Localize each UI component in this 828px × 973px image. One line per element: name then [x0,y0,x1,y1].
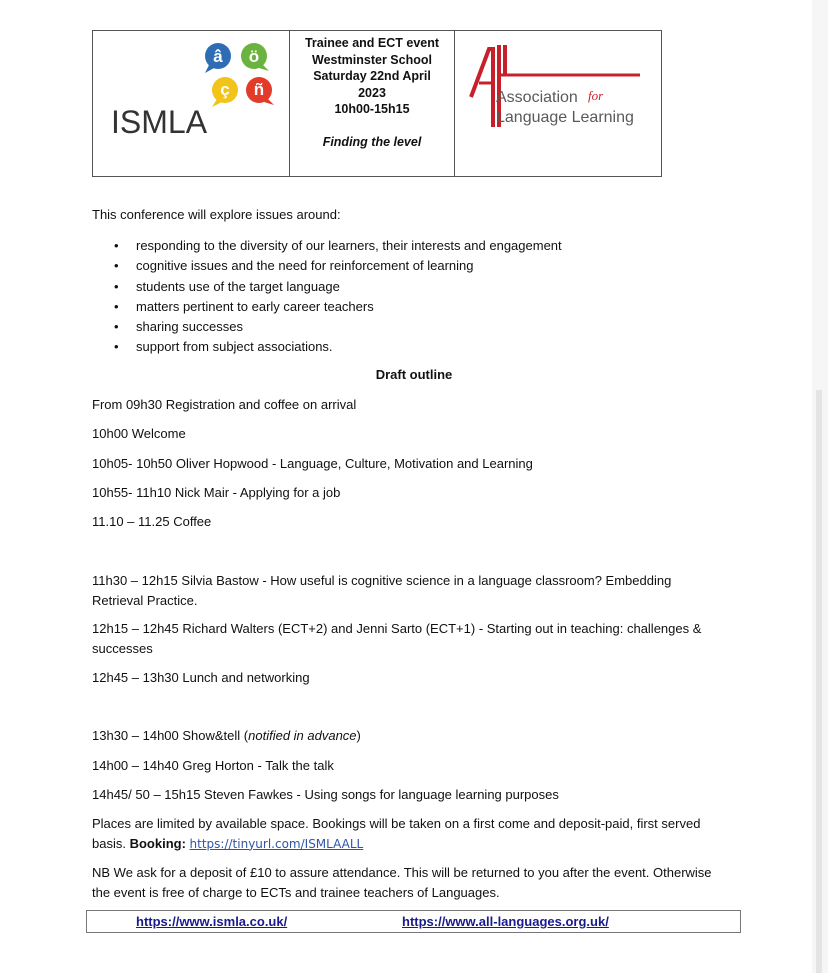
places-paragraph [92,814,732,854]
list-item [114,277,562,297]
outline-heading: Draft outline [375,367,453,382]
event-time: 10h00-15h15 [334,102,410,116]
schedule-item: 10h05- 10h50 Oliver Hopwood - Language, Culture, Motivation and Learning [92,456,533,471]
showtell-note: notified in advance [248,728,357,743]
schedule-item-showtell [92,726,732,746]
event-title: Trainee and ECT event [304,36,440,50]
booking-label: Booking: [129,835,186,851]
schedule-item: 10h55- 11h10 Nick Mair - Applying for a job [92,485,341,500]
header-table [92,30,662,177]
showtell-suffix: ) [356,728,361,743]
list-item-text: matters pertinent to early career teachers [136,298,374,314]
schedule-item: 14h45/ 50 – 15h15 Steven Fawkes - Using songs for language learning purposes [92,787,559,802]
ismla-letter-a: â [213,47,223,66]
booking-link[interactable]: https://tinyurl.com/ISMLAALL [189,836,364,851]
all-logo-association: Association [496,89,578,106]
places-text: Places are limited by available space. Bookings will be taken on a first come and deposit-paid, first served basis. [92,816,701,851]
schedule-item: 14h00 – 14h40 Greg Horton - Talk the talk [92,758,334,773]
ismla-letter-o: ö [248,47,260,66]
schedule-item: 10h00 Welcome [92,426,186,441]
all-logo-language-learning: Language Learning [496,109,634,126]
list-item-text: support from subject associations. [136,339,333,355]
ismla-logo [93,31,290,176]
all-logo-for: for [588,88,604,103]
ismla-letter-n: ñ [253,80,265,99]
event-year: 2023 [358,85,386,100]
bullet-icon: • [114,339,119,355]
list-item [114,256,562,276]
event-info-cell [290,31,455,176]
list-item-text: sharing successes [136,319,243,335]
schedule-item: 12h45 – 13h30 Lunch and networking [92,670,310,685]
scrollbar-thumb[interactable] [816,390,822,973]
schedule-item: 11.10 – 11.25 Coffee [92,514,212,529]
intro-text: This conference will explore issues around: [92,207,341,222]
all-logo-cell [455,31,661,176]
event-date: Saturday 22nd April [313,69,431,83]
bullet-icon: • [114,238,119,253]
list-item [114,337,562,357]
topics-list [114,236,562,358]
bullet-icon: • [114,298,119,314]
bullet-icon: • [114,278,119,294]
schedule-item: 12h15 – 12h45 Richard Walters (ECT+2) and Jenni Sarto (ECT+1) - Starting out in teaching: challenges & successes [92,621,702,656]
schedule-item: From 09h30 Registration and coffee on arrival [92,397,357,412]
event-venue: Westminster School [312,52,432,67]
nb-paragraph: NB We ask for a deposit of £10 to assure attendance. This will be returned to you after the event. Otherwise the event is free of charge to ECTs and trainee teachers of Languages. [92,865,712,900]
list-item [114,236,562,256]
showtell-prefix: 13h30 – 14h00 Show&tell ( [92,728,249,743]
list-item-text: students use of the target language [136,278,340,294]
list-item-text: responding to the diversity of our learners, their interests and engagement [136,238,562,253]
all-logo [455,31,660,176]
bullet-icon: • [114,258,119,274]
bullet-icon: • [114,319,119,335]
event-theme: Finding the level [322,134,422,149]
list-item [114,317,562,337]
list-item-text: cognitive issues and the need for reinforcement of learning [136,258,474,274]
ismla-website-link[interactable]: https://www.ismla.co.uk/ [136,914,288,929]
schedule-item: 11h30 – 12h15 Silvia Bastow - How useful is cognitive science in a language classroom? Embedding Retrieval Practice. [92,573,672,608]
ismla-logo-cell [93,31,290,176]
list-item [114,297,562,317]
ismla-wordmark: ISMLA [111,104,208,140]
all-website-link[interactable]: https://www.all-languages.org.uk/ [402,914,609,929]
ismla-letter-c: ç [220,80,230,99]
